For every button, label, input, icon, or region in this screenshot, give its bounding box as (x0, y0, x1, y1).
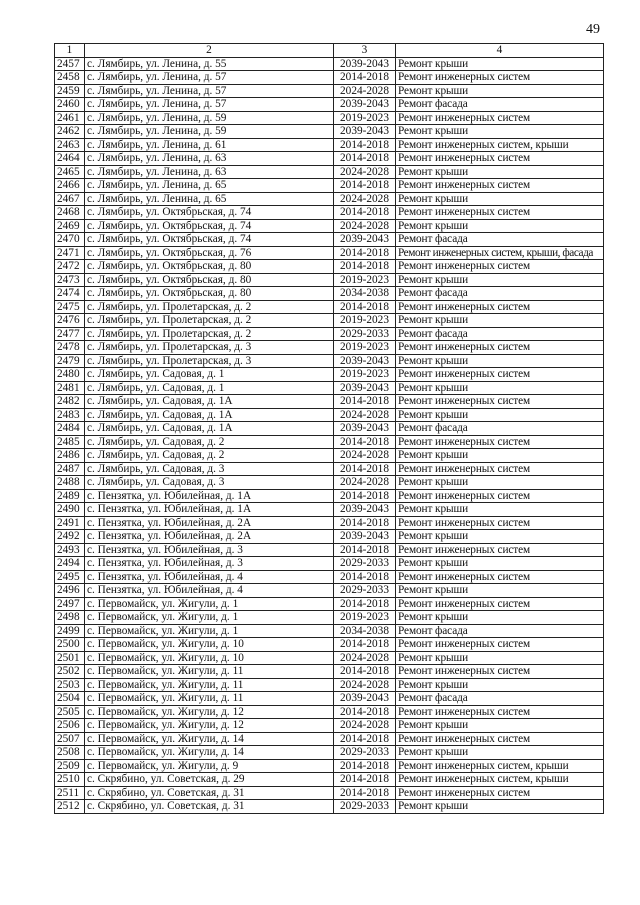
row-address: с. Лямбирь, ул. Садовая, д. 1А (85, 408, 334, 422)
row-number: 2492 (55, 530, 85, 544)
row-number: 2501 (55, 651, 85, 665)
row-address: с. Лямбирь, ул. Октябрьская, д. 80 (85, 260, 334, 274)
table-row (55, 111, 604, 125)
row-period: 2039-2043 (334, 692, 396, 706)
row-period: 2019-2023 (334, 314, 396, 328)
row-work-type: Ремонт инженерных систем (396, 71, 604, 85)
table-row (55, 368, 604, 382)
row-address: с. Лямбирь, ул. Садовая, д. 1 (85, 368, 334, 382)
table-row (55, 395, 604, 409)
table-row (55, 341, 604, 355)
row-period: 2014-2018 (334, 206, 396, 220)
row-work-type: Ремонт инженерных систем (396, 206, 604, 220)
row-address: с. Лямбирь, ул. Пролетарская, д. 3 (85, 354, 334, 368)
row-address: с. Пензятка, ул. Юбилейная, д. 3 (85, 557, 334, 571)
row-number: 2475 (55, 300, 85, 314)
row-number: 2459 (55, 84, 85, 98)
row-address: с. Пензятка, ул. Юбилейная, д. 4 (85, 570, 334, 584)
row-work-type: Ремонт крыши (396, 125, 604, 139)
row-number: 2498 (55, 611, 85, 625)
row-number: 2469 (55, 219, 85, 233)
row-number: 2476 (55, 314, 85, 328)
row-work-type: Ремонт крыши (396, 381, 604, 395)
row-number: 2457 (55, 57, 85, 71)
table-row (55, 746, 604, 760)
row-period: 2029-2033 (334, 800, 396, 814)
row-number: 2506 (55, 719, 85, 733)
table-header (55, 44, 604, 58)
table-row (55, 665, 604, 679)
row-address: с. Первомайск, ул. Жигули, д. 1 (85, 597, 334, 611)
row-address: с. Лямбирь, ул. Октябрьская, д. 74 (85, 219, 334, 233)
row-period: 2014-2018 (334, 179, 396, 193)
row-period: 2024-2028 (334, 719, 396, 733)
table-row (55, 678, 604, 692)
row-period: 2024-2028 (334, 408, 396, 422)
row-period: 2014-2018 (334, 570, 396, 584)
table-row (55, 692, 604, 706)
row-period: 2014-2018 (334, 152, 396, 166)
row-period: 2029-2033 (334, 327, 396, 341)
row-number: 2477 (55, 327, 85, 341)
row-work-type: Ремонт крыши (396, 584, 604, 598)
row-period: 2024-2028 (334, 476, 396, 490)
row-address: с. Лямбирь, ул. Садовая, д. 3 (85, 476, 334, 490)
table-row (55, 125, 604, 139)
row-address: с. Лямбирь, ул. Октябрьская, д. 80 (85, 273, 334, 287)
row-period: 2014-2018 (334, 732, 396, 746)
row-period: 2039-2043 (334, 98, 396, 112)
row-period: 2014-2018 (334, 300, 396, 314)
table-row (55, 435, 604, 449)
table-row (55, 624, 604, 638)
row-number: 2465 (55, 165, 85, 179)
row-number: 2512 (55, 800, 85, 814)
row-period: 2014-2018 (334, 665, 396, 679)
row-work-type: Ремонт инженерных систем (396, 597, 604, 611)
row-number: 2470 (55, 233, 85, 247)
row-work-type: Ремонт крыши (396, 476, 604, 490)
table-row (55, 651, 604, 665)
row-work-type: Ремонт инженерных систем (396, 570, 604, 584)
row-work-type: Ремонт крыши (396, 449, 604, 463)
row-address: с. Лямбирь, ул. Садовая, д. 2 (85, 449, 334, 463)
row-work-type: Ремонт фасада (396, 233, 604, 247)
table-row (55, 84, 604, 98)
row-address: с. Лямбирь, ул. Ленина, д. 65 (85, 192, 334, 206)
table-row (55, 476, 604, 490)
row-period: 2019-2023 (334, 111, 396, 125)
row-work-type: Ремонт крыши (396, 219, 604, 233)
row-address: с. Первомайск, ул. Жигули, д. 11 (85, 678, 334, 692)
row-period: 2039-2043 (334, 381, 396, 395)
row-period: 2019-2023 (334, 273, 396, 287)
row-period: 2014-2018 (334, 543, 396, 557)
row-number: 2471 (55, 246, 85, 260)
row-address: с. Первомайск, ул. Жигули, д. 1 (85, 611, 334, 625)
row-address: с. Пензятка, ул. Юбилейная, д. 2А (85, 530, 334, 544)
row-work-type: Ремонт инженерных систем, крыши (396, 759, 604, 773)
row-work-type: Ремонт инженерных систем, крыши (396, 773, 604, 787)
row-address: с. Лямбирь, ул. Ленина, д. 63 (85, 165, 334, 179)
row-address: с. Лямбирь, ул. Ленина, д. 59 (85, 111, 334, 125)
row-work-type: Ремонт инженерных систем (396, 732, 604, 746)
table-row (55, 165, 604, 179)
row-work-type: Ремонт инженерных систем (396, 705, 604, 719)
table-row (55, 800, 604, 814)
row-period: 2014-2018 (334, 435, 396, 449)
table-row (55, 719, 604, 733)
row-address: с. Лямбирь, ул. Садовая, д. 2 (85, 435, 334, 449)
table-row (55, 206, 604, 220)
row-period: 2034-2038 (334, 287, 396, 301)
row-number: 2499 (55, 624, 85, 638)
table-row (55, 422, 604, 436)
table-row (55, 138, 604, 152)
row-period: 2024-2028 (334, 219, 396, 233)
row-work-type: Ремонт крыши (396, 678, 604, 692)
row-address: с. Лямбирь, ул. Октябрьская, д. 74 (85, 233, 334, 247)
table-row (55, 786, 604, 800)
table-row (55, 179, 604, 193)
table-row (55, 530, 604, 544)
row-address: с. Пензятка, ул. Юбилейная, д. 1А (85, 503, 334, 517)
row-number: 2510 (55, 773, 85, 787)
row-number: 2480 (55, 368, 85, 382)
row-address: с. Лямбирь, ул. Пролетарская, д. 2 (85, 300, 334, 314)
row-work-type: Ремонт инженерных систем (396, 786, 604, 800)
row-work-type: Ремонт инженерных систем (396, 435, 604, 449)
table-row (55, 597, 604, 611)
row-work-type: Ремонт крыши (396, 354, 604, 368)
row-period: 2019-2023 (334, 368, 396, 382)
table-row (55, 449, 604, 463)
row-work-type: Ремонт крыши (396, 746, 604, 760)
row-address: с. Лямбирь, ул. Ленина, д. 57 (85, 71, 334, 85)
table-row (55, 705, 604, 719)
row-address: с. Первомайск, ул. Жигули, д. 9 (85, 759, 334, 773)
column-header-address: 2 (85, 44, 334, 58)
row-number: 2483 (55, 408, 85, 422)
row-number: 2502 (55, 665, 85, 679)
row-address: с. Первомайск, ул. Жигули, д. 11 (85, 692, 334, 706)
table-row (55, 557, 604, 571)
row-period: 2039-2043 (334, 503, 396, 517)
row-period: 2029-2033 (334, 746, 396, 760)
row-work-type: Ремонт крыши (396, 84, 604, 98)
table-row (55, 503, 604, 517)
row-number: 2485 (55, 435, 85, 449)
row-work-type: Ремонт крыши (396, 611, 604, 625)
row-address: с. Лямбирь, ул. Садовая, д. 1А (85, 422, 334, 436)
row-number: 2504 (55, 692, 85, 706)
row-address: с. Пензятка, ул. Юбилейная, д. 2А (85, 516, 334, 530)
row-period: 2014-2018 (334, 773, 396, 787)
row-number: 2503 (55, 678, 85, 692)
row-work-type: Ремонт крыши (396, 408, 604, 422)
row-number: 2494 (55, 557, 85, 571)
row-period: 2039-2043 (334, 57, 396, 71)
row-work-type: Ремонт фасада (396, 287, 604, 301)
row-number: 2462 (55, 125, 85, 139)
row-number: 2495 (55, 570, 85, 584)
table-row (55, 300, 604, 314)
row-period: 2014-2018 (334, 71, 396, 85)
row-work-type: Ремонт инженерных систем (396, 462, 604, 476)
table-row (55, 314, 604, 328)
row-address: с. Лямбирь, ул. Пролетарская, д. 2 (85, 314, 334, 328)
row-address: с. Лямбирь, ул. Ленина, д. 65 (85, 179, 334, 193)
row-work-type: Ремонт крыши (396, 719, 604, 733)
table-row (55, 260, 604, 274)
row-period: 2014-2018 (334, 489, 396, 503)
table-row (55, 408, 604, 422)
row-number: 2491 (55, 516, 85, 530)
row-work-type: Ремонт инженерных систем (396, 516, 604, 530)
row-period: 2039-2043 (334, 422, 396, 436)
table-row (55, 57, 604, 71)
table-row (55, 233, 604, 247)
row-number: 2482 (55, 395, 85, 409)
row-period: 2014-2018 (334, 786, 396, 800)
row-work-type: Ремонт фасада (396, 692, 604, 706)
table-row (55, 584, 604, 598)
row-period: 2039-2043 (334, 354, 396, 368)
row-address: с. Лямбирь, ул. Садовая, д. 1А (85, 395, 334, 409)
table-row (55, 273, 604, 287)
row-address: с. Первомайск, ул. Жигули, д. 1 (85, 624, 334, 638)
table-row (55, 543, 604, 557)
table-row (55, 71, 604, 85)
row-period: 2014-2018 (334, 260, 396, 274)
row-period: 2034-2038 (334, 624, 396, 638)
row-period: 2014-2018 (334, 759, 396, 773)
table-row (55, 152, 604, 166)
row-address: с. Первомайск, ул. Жигули, д. 14 (85, 746, 334, 760)
row-address: с. Лямбирь, ул. Ленина, д. 61 (85, 138, 334, 152)
row-number: 2509 (55, 759, 85, 773)
row-period: 2014-2018 (334, 462, 396, 476)
row-number: 2505 (55, 705, 85, 719)
row-period: 2024-2028 (334, 84, 396, 98)
row-number: 2463 (55, 138, 85, 152)
row-work-type: Ремонт фасада (396, 98, 604, 112)
row-address: с. Лямбирь, ул. Ленина, д. 63 (85, 152, 334, 166)
table-row (55, 759, 604, 773)
row-work-type: Ремонт крыши (396, 503, 604, 517)
row-address: с. Первомайск, ул. Жигули, д. 10 (85, 651, 334, 665)
repair-schedule-table (54, 43, 604, 814)
table-row (55, 638, 604, 652)
row-work-type: Ремонт инженерных систем (396, 179, 604, 193)
row-period: 2024-2028 (334, 651, 396, 665)
table-row (55, 611, 604, 625)
row-period: 2024-2028 (334, 192, 396, 206)
row-work-type: Ремонт инженерных систем (396, 489, 604, 503)
page-number: 49 (586, 22, 600, 37)
row-work-type: Ремонт крыши (396, 557, 604, 571)
row-period: 2014-2018 (334, 395, 396, 409)
row-work-type: Ремонт крыши (396, 192, 604, 206)
table-row (55, 516, 604, 530)
row-period: 2024-2028 (334, 678, 396, 692)
table-row (55, 327, 604, 341)
column-header-work: 4 (396, 44, 604, 58)
row-address: с. Первомайск, ул. Жигули, д. 14 (85, 732, 334, 746)
row-address: с. Лямбирь, ул. Октябрьская, д. 76 (85, 246, 334, 260)
row-number: 2488 (55, 476, 85, 490)
row-address: с. Лямбирь, ул. Октябрьская, д. 74 (85, 206, 334, 220)
row-number: 2507 (55, 732, 85, 746)
row-work-type: Ремонт инженерных систем (396, 260, 604, 274)
table-row (55, 773, 604, 787)
row-work-type: Ремонт крыши (396, 314, 604, 328)
row-number: 2474 (55, 287, 85, 301)
row-address: с. Лямбирь, ул. Ленина, д. 57 (85, 84, 334, 98)
row-period: 2014-2018 (334, 516, 396, 530)
row-address: с. Пензятка, ул. Юбилейная, д. 1А (85, 489, 334, 503)
row-number: 2484 (55, 422, 85, 436)
row-number: 2497 (55, 597, 85, 611)
row-work-type: Ремонт инженерных систем (396, 341, 604, 355)
row-work-type: Ремонт инженерных систем (396, 638, 604, 652)
row-work-type: Ремонт фасада (396, 327, 604, 341)
table-row (55, 462, 604, 476)
table-row (55, 732, 604, 746)
row-period: 2039-2043 (334, 233, 396, 247)
table-row (55, 381, 604, 395)
row-number: 2461 (55, 111, 85, 125)
row-period: 2029-2033 (334, 584, 396, 598)
row-work-type: Ремонт инженерных систем (396, 111, 604, 125)
row-work-type: Ремонт крыши (396, 273, 604, 287)
row-work-type: Ремонт инженерных систем, крыши, фасада (396, 246, 604, 260)
row-period: 2014-2018 (334, 638, 396, 652)
row-number: 2479 (55, 354, 85, 368)
row-number: 2468 (55, 206, 85, 220)
row-work-type: Ремонт фасада (396, 422, 604, 436)
row-period: 2039-2043 (334, 530, 396, 544)
row-number: 2486 (55, 449, 85, 463)
row-period: 2029-2033 (334, 557, 396, 571)
row-number: 2511 (55, 786, 85, 800)
row-number: 2478 (55, 341, 85, 355)
row-address: с. Лямбирь, ул. Садовая, д. 3 (85, 462, 334, 476)
row-address: с. Первомайск, ул. Жигули, д. 10 (85, 638, 334, 652)
row-address: с. Первомайск, ул. Жигули, д. 11 (85, 665, 334, 679)
row-work-type: Ремонт инженерных систем (396, 300, 604, 314)
row-address: с. Первомайск, ул. Жигули, д. 12 (85, 705, 334, 719)
row-address: с. Скрябино, ул. Советская, д. 29 (85, 773, 334, 787)
row-period: 2019-2023 (334, 341, 396, 355)
column-header-period: 3 (334, 44, 396, 58)
row-work-type: Ремонт крыши (396, 800, 604, 814)
row-number: 2481 (55, 381, 85, 395)
table-row (55, 354, 604, 368)
column-header-number: 1 (55, 44, 85, 58)
row-address: с. Лямбирь, ул. Пролетарская, д. 3 (85, 341, 334, 355)
row-work-type: Ремонт крыши (396, 530, 604, 544)
row-number: 2487 (55, 462, 85, 476)
row-period: 2014-2018 (334, 138, 396, 152)
row-work-type: Ремонт инженерных систем (396, 152, 604, 166)
table-row (55, 219, 604, 233)
row-number: 2496 (55, 584, 85, 598)
row-address: с. Первомайск, ул. Жигули, д. 12 (85, 719, 334, 733)
row-period: 2024-2028 (334, 165, 396, 179)
row-address: с. Пензятка, ул. Юбилейная, д. 4 (85, 584, 334, 598)
table-row (55, 570, 604, 584)
row-address: с. Скрябино, ул. Советская, д. 31 (85, 786, 334, 800)
row-work-type: Ремонт крыши (396, 165, 604, 179)
row-period: 2014-2018 (334, 246, 396, 260)
row-work-type: Ремонт фасада (396, 624, 604, 638)
row-period: 2039-2043 (334, 125, 396, 139)
row-number: 2489 (55, 489, 85, 503)
row-work-type: Ремонт инженерных систем (396, 368, 604, 382)
row-work-type: Ремонт крыши (396, 651, 604, 665)
row-number: 2473 (55, 273, 85, 287)
row-number: 2466 (55, 179, 85, 193)
row-address: с. Лямбирь, ул. Октябрьская, д. 80 (85, 287, 334, 301)
row-address: с. Пензятка, ул. Юбилейная, д. 3 (85, 543, 334, 557)
table-row (55, 192, 604, 206)
row-period: 2014-2018 (334, 597, 396, 611)
row-work-type: Ремонт инженерных систем (396, 543, 604, 557)
row-work-type: Ремонт инженерных систем, крыши (396, 138, 604, 152)
row-address: с. Лямбирь, ул. Садовая, д. 1 (85, 381, 334, 395)
row-number: 2467 (55, 192, 85, 206)
row-number: 2464 (55, 152, 85, 166)
row-address: с. Скрябино, ул. Советская, д. 31 (85, 800, 334, 814)
row-address: с. Лямбирь, ул. Ленина, д. 57 (85, 98, 334, 112)
row-period: 2014-2018 (334, 705, 396, 719)
table-row (55, 246, 604, 260)
row-number: 2472 (55, 260, 85, 274)
table-row (55, 287, 604, 301)
row-number: 2500 (55, 638, 85, 652)
row-period: 2019-2023 (334, 611, 396, 625)
table-body (55, 57, 604, 813)
row-work-type: Ремонт крыши (396, 57, 604, 71)
row-work-type: Ремонт инженерных систем (396, 395, 604, 409)
row-number: 2490 (55, 503, 85, 517)
table-row (55, 98, 604, 112)
header-row (55, 44, 604, 58)
table-row (55, 489, 604, 503)
row-address: с. Лямбирь, ул. Пролетарская, д. 2 (85, 327, 334, 341)
row-number: 2458 (55, 71, 85, 85)
row-address: с. Лямбирь, ул. Ленина, д. 55 (85, 57, 334, 71)
row-work-type: Ремонт инженерных систем (396, 665, 604, 679)
row-number: 2460 (55, 98, 85, 112)
row-address: с. Лямбирь, ул. Ленина, д. 59 (85, 125, 334, 139)
row-number: 2493 (55, 543, 85, 557)
row-number: 2508 (55, 746, 85, 760)
row-period: 2024-2028 (334, 449, 396, 463)
